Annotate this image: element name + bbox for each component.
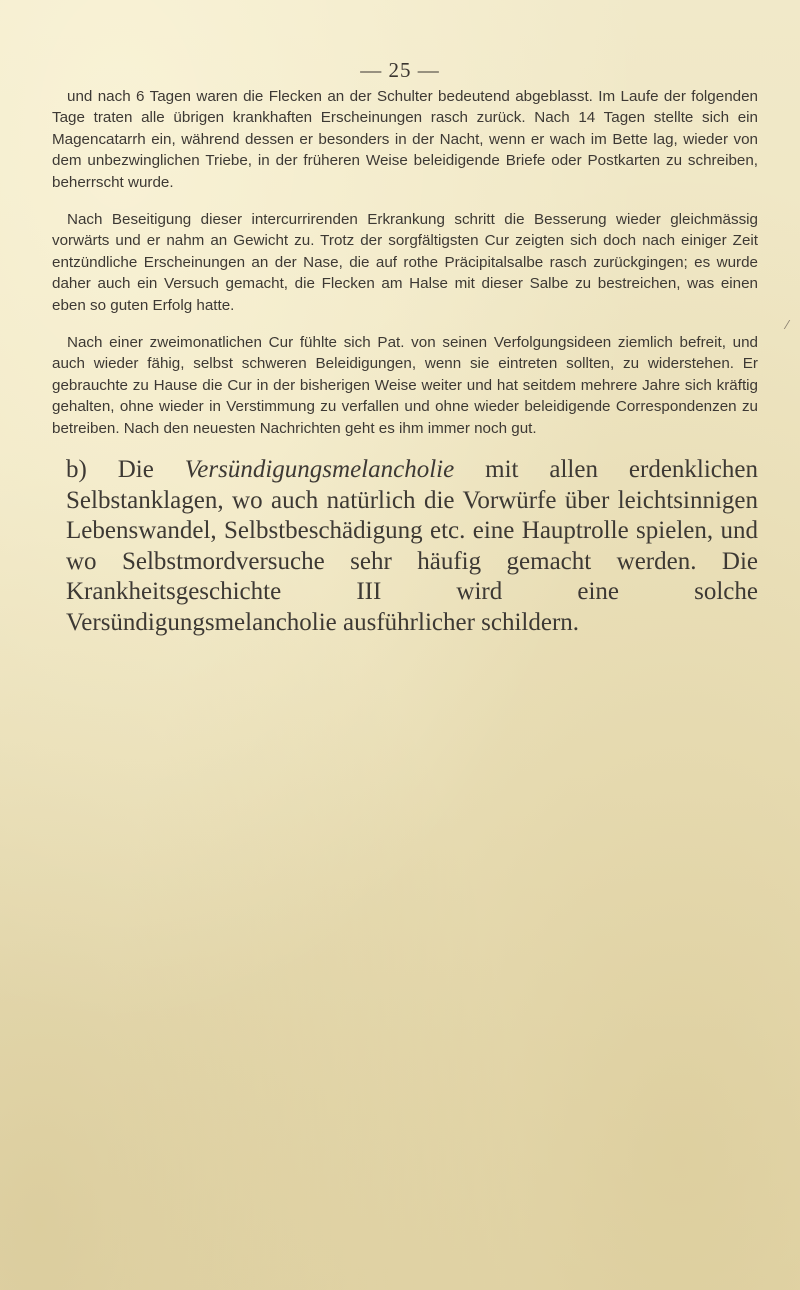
section-b-emphasis: Versündigungsmelancholie	[184, 456, 455, 484]
paragraph-3: Nach einer zweimonatlichen Cur fühlte sich Pat. von seinen Verfolgungsideen ziemlich befreit, und auch wieder fähig, selbst schweren Beleidigungen, wenn sie eintreten sollten, zu widerstehen. Er gebrauchte zu Hause die Cur in der bisherigen Weise weiter und hat seitdem mehrere Jahre sich kräftig gehalten, ohne wieder in Verstimmung zu verfallen und ohne wieder beleidigende Correspondenzen zu betreiben. Nach den neuesten Nachrichten geht es ihm immer noch gut.	[52, 334, 758, 437]
margin-mark: ⁄	[786, 318, 789, 332]
section-b-rest: mit allen erdenklichen Selbstanklagen, wo auch natürlich die Vorwürfe über leichtsinnigen Lebenswandel, Selbstbeschädigung etc. eine Hauptrolle spielen, und wo Selbstmordversuche sehr häufig gemacht werden. Die Krankheitsgeschichte III wird eine solche Versündigungsmelancholie ausführlicher schildern.	[66, 456, 759, 636]
page-number: — 25 —	[360, 58, 440, 82]
section-b-paragraph	[52, 455, 758, 638]
paragraph-1: und nach 6 Tagen waren die Flecken an der Schulter bedeutend abgeblasst. Im Laufe der folgenden Tage traten alle übrigen krankhaften Erscheinungen rasch zurück. Nach 14 Tagen stellte sich ein Magencatarrh ein, während dessen er besonders in der Nacht, wenn er wach im Bette lag, wieder von dem unbezwinglichen Triebe, in der früheren Weise beleidigende Briefe oder Postkarten zu schreiben, beherrscht wurde.	[52, 88, 758, 191]
body-text	[52, 86, 758, 638]
paragraph-2: Nach Beseitigung dieser intercurrirenden Erkrankung schritt die Besserung wieder gleichmässig vorwärts und er nahm an Gewicht zu. Trotz der sorgfältigsten Cur zeigten sich doch nach einiger Zeit entzündliche Erscheinungen an der Nase, die auf rothe Präcipitalsalbe rasch zurückgingen; es wurde daher auch ein Versuch gemacht, die Flecken am Halse mit dieser Salbe zu bestreichen, was einen eben so guten Erfolg hatte.	[52, 211, 758, 314]
section-b-prefix: b) Die	[66, 456, 185, 484]
